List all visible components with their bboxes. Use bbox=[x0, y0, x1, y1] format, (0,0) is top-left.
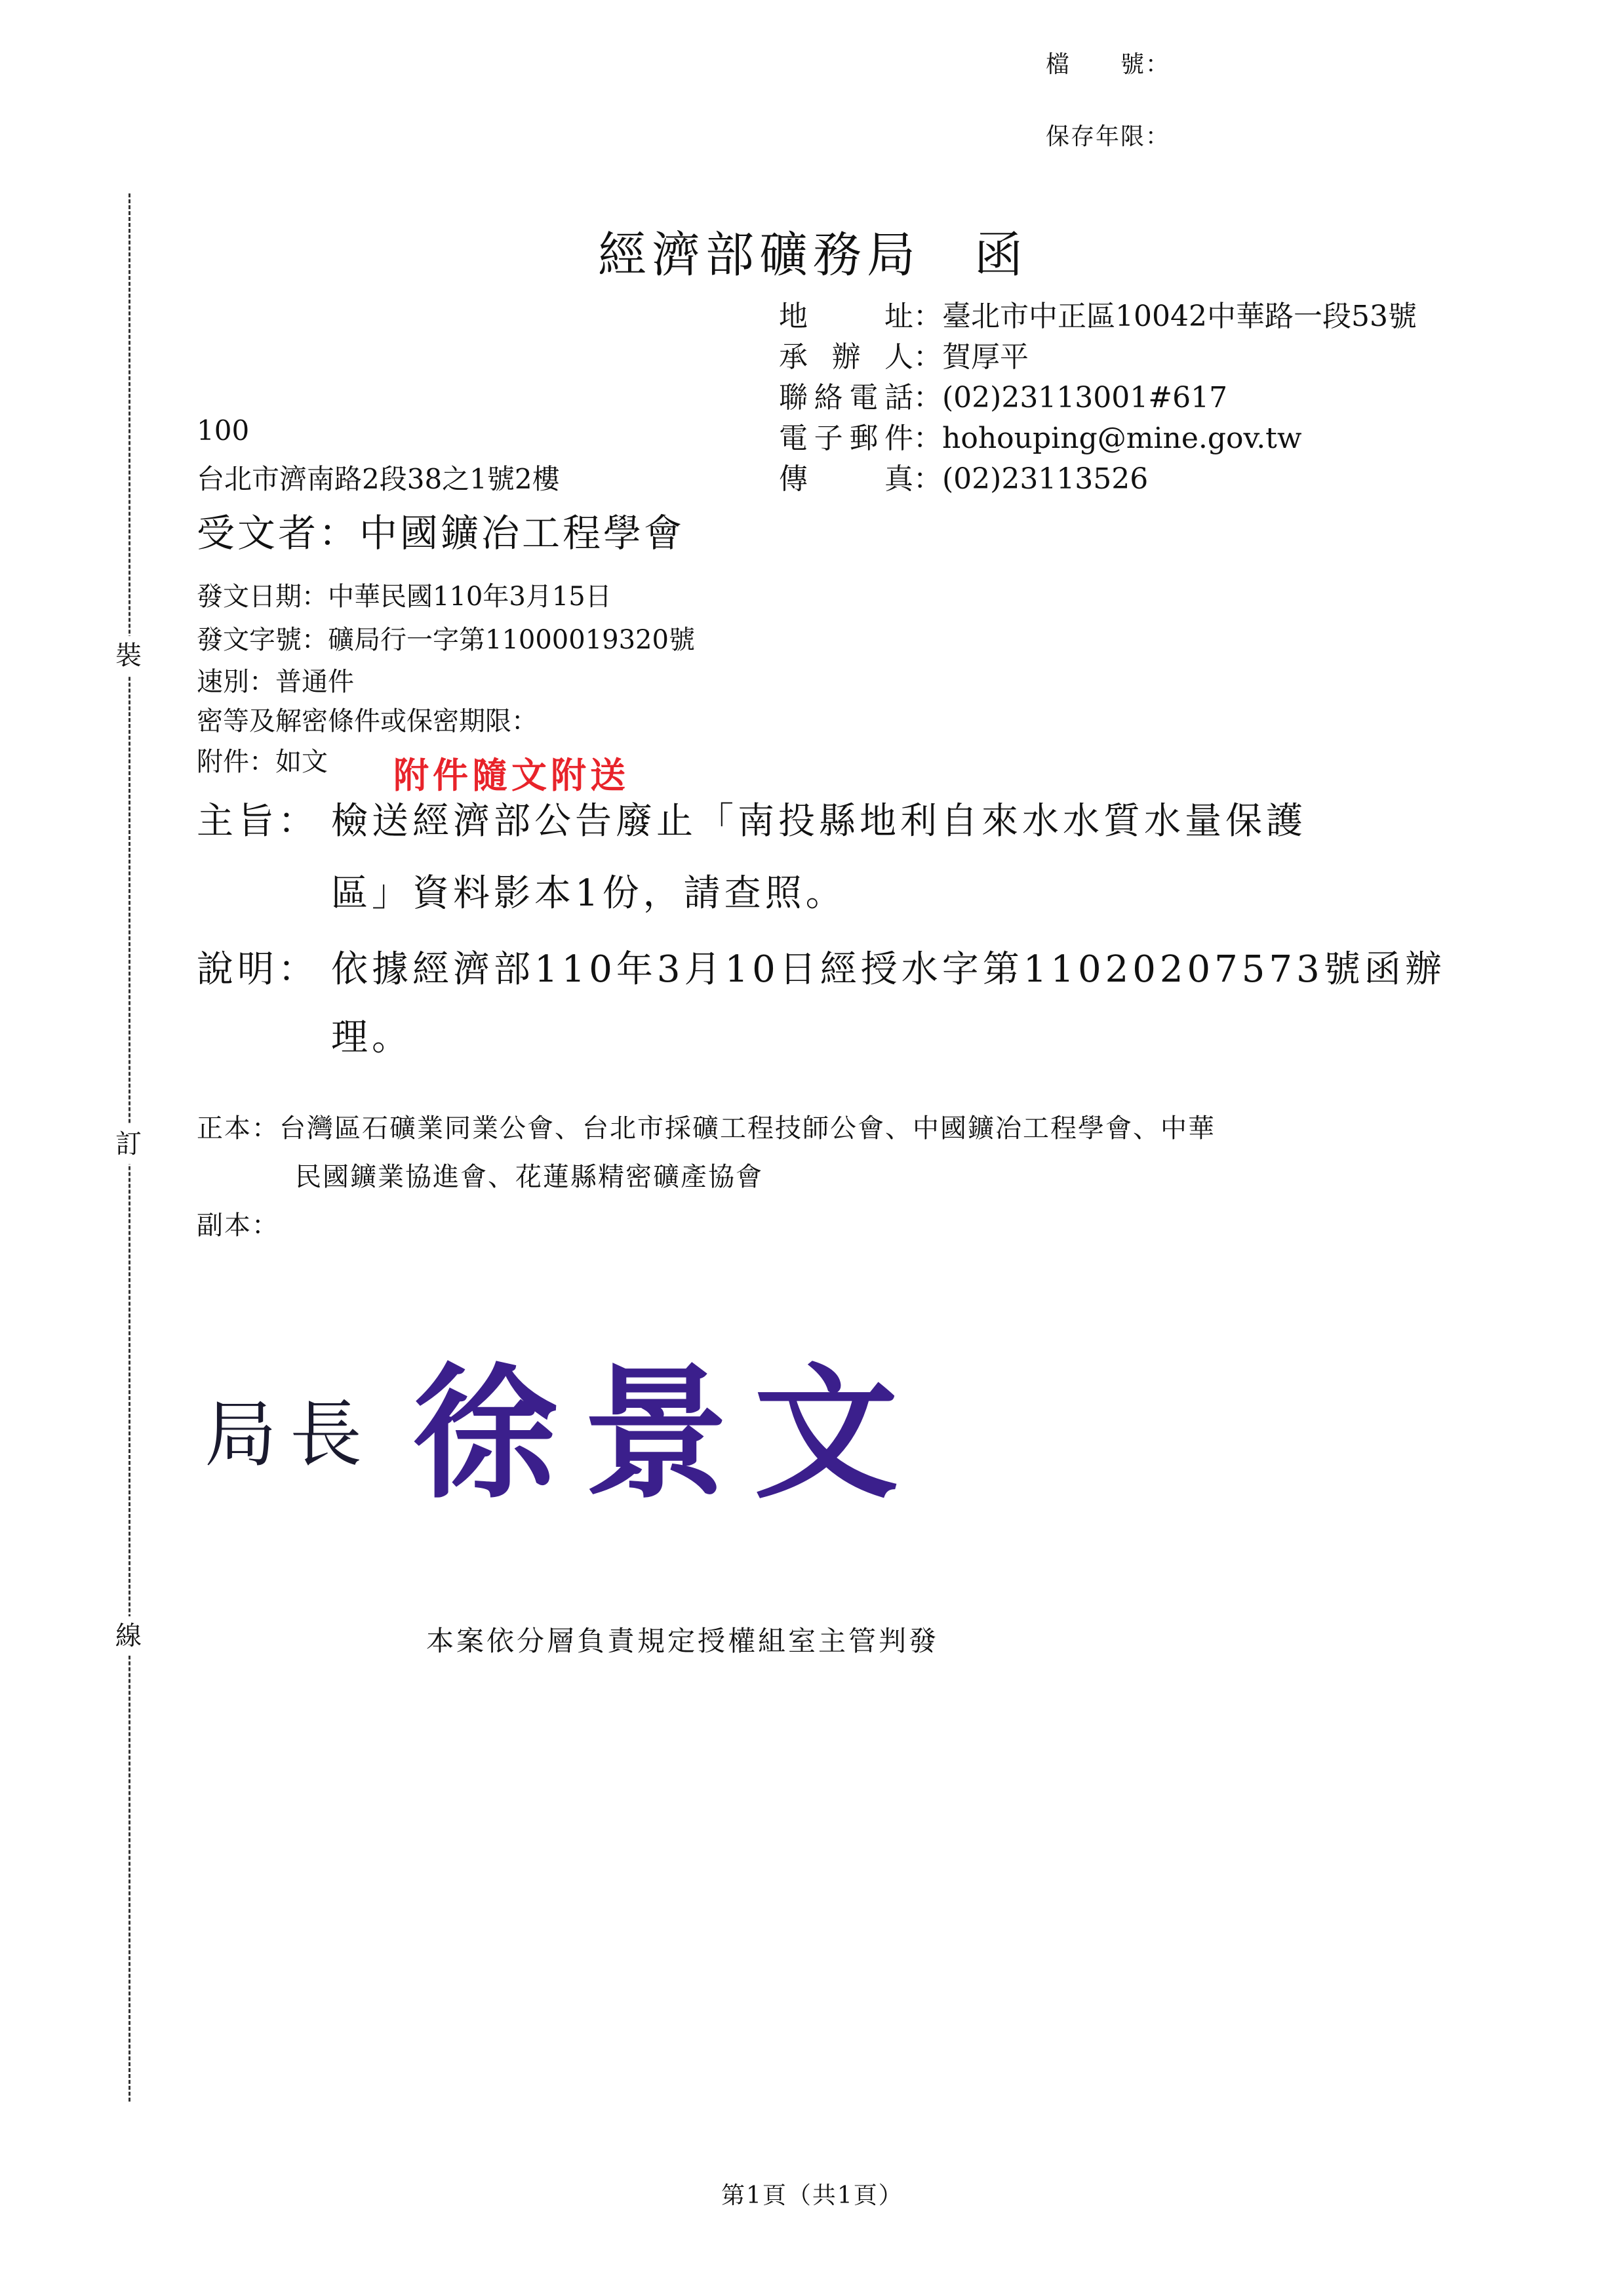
carbon-copy: 副本： bbox=[197, 1210, 279, 1241]
contact-block bbox=[779, 296, 1417, 500]
main-recipients-line-1: 正本：台灣區石礦業同業公會、台北市採礦工程技師公會、中國鑛冶工程學會、中華 bbox=[197, 1113, 1216, 1144]
signature-seal-name: 徐景文 bbox=[413, 1348, 925, 1518]
secrecy-level: 密等及解密條件或保密期限： bbox=[197, 706, 538, 736]
recipient-street: 台北市濟南路2段38之1號2樓 bbox=[197, 463, 560, 495]
authorization-note: 本案依分層負責規定授權組室主管判發 bbox=[426, 1625, 940, 1657]
contact-fax: 傳 真：(02)23113526 bbox=[779, 462, 1149, 496]
subject-line-1: 檢送經濟部公告廢止「南投縣地利自來水水質水量保護 bbox=[331, 800, 1307, 843]
binding-mark-ding: 訂 bbox=[111, 1125, 146, 1164]
contact-address: 地 址：臺北市中正區10042中華路一段53號 bbox=[779, 300, 1417, 333]
signature-title: 局長 bbox=[205, 1393, 375, 1477]
explanation-line-2: 理。 bbox=[331, 1016, 412, 1059]
delivery-speed: 速別：普通件 bbox=[197, 667, 354, 697]
binding-mark-xian: 線 bbox=[111, 1616, 146, 1656]
retention-period-label: 保存年限： bbox=[1046, 123, 1171, 150]
document-number: 發文字號：礦局行一字第11000019320號 bbox=[197, 625, 695, 655]
document-title: 經濟部礦務局 函 bbox=[598, 227, 1028, 283]
contact-phone: 聯絡電話：(02)23113001#617 bbox=[779, 381, 1228, 414]
recipient-postcode: 100 bbox=[197, 414, 250, 447]
file-number-label: 檔 號： bbox=[1046, 51, 1171, 78]
main-recipients-line-2: 民國鑛業協進會、花蓮縣精密礦產協會 bbox=[295, 1162, 763, 1192]
contact-email: 電子郵件：hohouping@mine.gov.tw bbox=[779, 422, 1302, 455]
subject-label: 主旨： bbox=[197, 800, 319, 843]
binding-mark-zhuang: 裝 bbox=[111, 636, 146, 675]
subject-line-2: 區」資料影本1份，請查照。 bbox=[331, 872, 846, 915]
recipient: 受文者：中國鑛冶工程學會 bbox=[197, 511, 685, 555]
explanation-label: 說明： bbox=[197, 948, 319, 991]
attachment-stamp-note: 附件隨文附送 bbox=[393, 754, 629, 796]
attachment: 附件：如文 bbox=[197, 747, 328, 777]
contact-handler: 承 辦 人：賀厚平 bbox=[779, 340, 1029, 374]
issue-date: 發文日期：中華民國110年3月15日 bbox=[197, 582, 612, 612]
explanation-line-1: 依據經濟部110年3月10日經授水字第11020207573號函辦 bbox=[331, 948, 1446, 991]
page-number: 第1頁（共1頁） bbox=[721, 2182, 903, 2209]
